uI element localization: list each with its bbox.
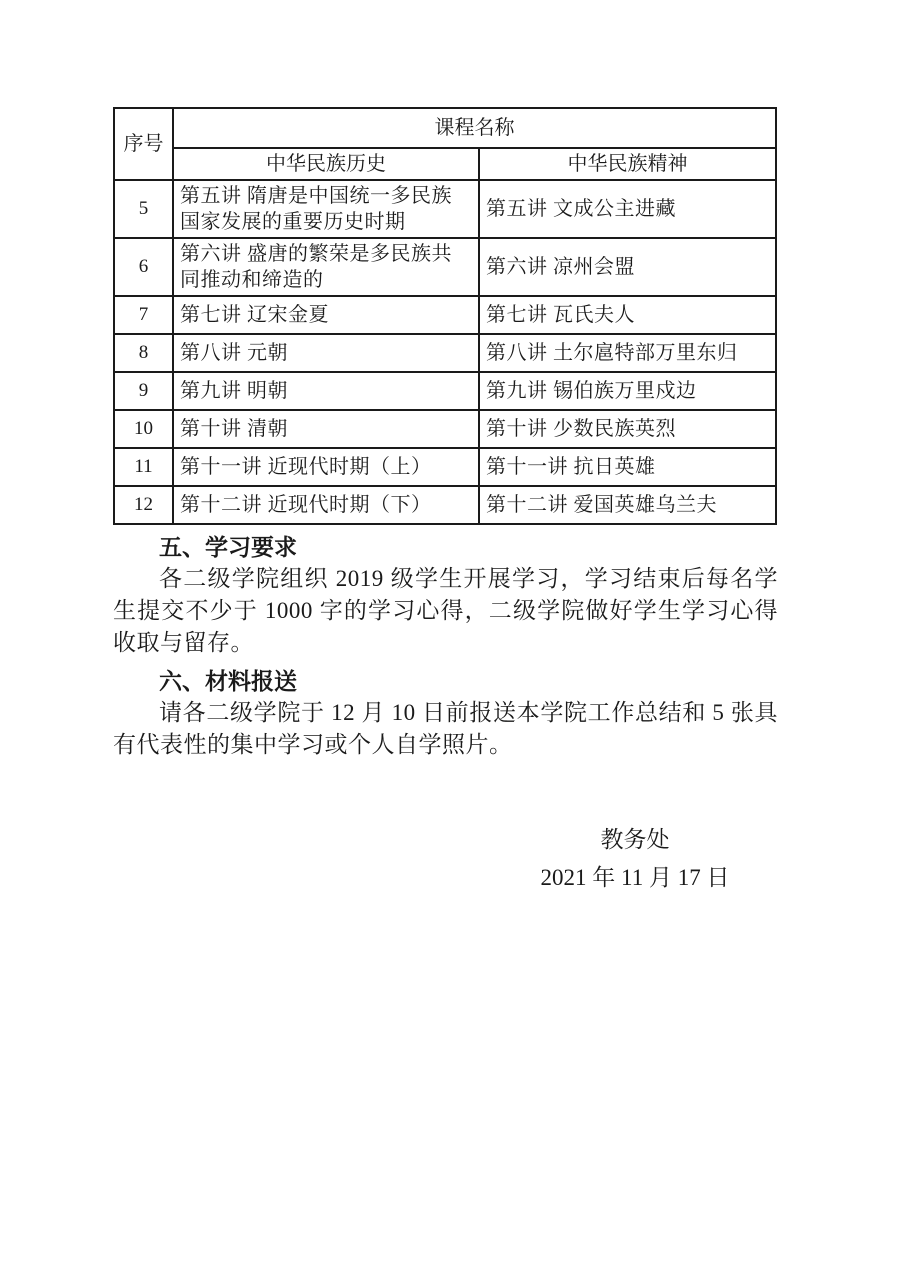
history-lecture-cell: 第七讲 辽宋金夏 [173,296,479,334]
row-number: 12 [114,486,173,524]
spirit-lecture-cell: 第十一讲 抗日英雄 [479,448,776,486]
study-requirements-paragraph: 各二级学院组织 2019 级学生开展学习，学习结束后每名学生提交不少于 1000 字的学习心得，二级学院做好学生学习心得收取与留存。 [113,566,778,655]
section-heading-study-requirements: 五、学习要求 [159,534,297,560]
history-lecture-cell: 第八讲 元朝 [173,334,479,372]
spirit-lecture-cell: 第八讲 土尔扈特部万里东归 [479,334,776,372]
history-lecture-cell: 第九讲 明朝 [173,372,479,410]
col-header-spirit: 中华民族精神 [479,148,776,180]
row-number: 11 [114,448,173,486]
row-number: 5 [114,180,173,238]
spirit-lecture-cell: 第九讲 锡伯族万里戍边 [479,372,776,410]
spirit-lecture-cell: 第十二讲 爱国英雄乌兰夫 [479,486,776,524]
material-submission-paragraph: 请各二级学院于 12 月 10 日前报送本学院工作总结和 5 张具有代表性的集中学习或个人自学照片。 [113,700,778,757]
table-row [114,296,776,334]
table-row [114,372,776,410]
table-row [114,486,776,524]
spirit-lecture-cell: 第六讲 凉州会盟 [479,238,776,296]
row-number: 8 [114,334,173,372]
table-row [114,448,776,486]
spirit-lecture-cell: 第七讲 瓦氏夫人 [479,296,776,334]
course-table-body [114,180,776,524]
history-lecture-cell: 第六讲 盛唐的繁荣是多民族共同推动和缔造的 [173,238,479,296]
table-row [114,334,776,372]
table-row [114,238,776,296]
col-header-course-name: 课程名称 [173,108,776,148]
section-heading-material-submission: 六、材料报送 [159,668,297,694]
history-lecture-cell: 第十二讲 近现代时期（下） [173,486,479,524]
history-lecture-cell: 第十讲 清朝 [173,410,479,448]
table-row [114,410,776,448]
history-lecture-cell: 第五讲 隋唐是中国统一多民族国家发展的重要历史时期 [173,180,479,238]
spirit-lecture-cell: 第十讲 少数民族英烈 [479,410,776,448]
course-table [113,107,777,525]
row-number: 6 [114,238,173,296]
spirit-lecture-cell: 第五讲 文成公主进藏 [479,180,776,238]
signature-office: 教务处 [600,827,670,852]
table-header-row-1 [114,108,776,148]
history-lecture-cell: 第十一讲 近现代时期（上） [173,448,479,486]
col-header-history: 中华民族历史 [173,148,479,180]
table-header-row-2 [114,148,776,180]
signature-date: 2021 年 11 月 17 日 [540,865,730,890]
table-row [114,180,776,238]
signature-block [515,821,755,897]
row-number: 10 [114,410,173,448]
row-number: 9 [114,372,173,410]
col-header-index: 序号 [114,108,173,180]
row-number: 7 [114,296,173,334]
